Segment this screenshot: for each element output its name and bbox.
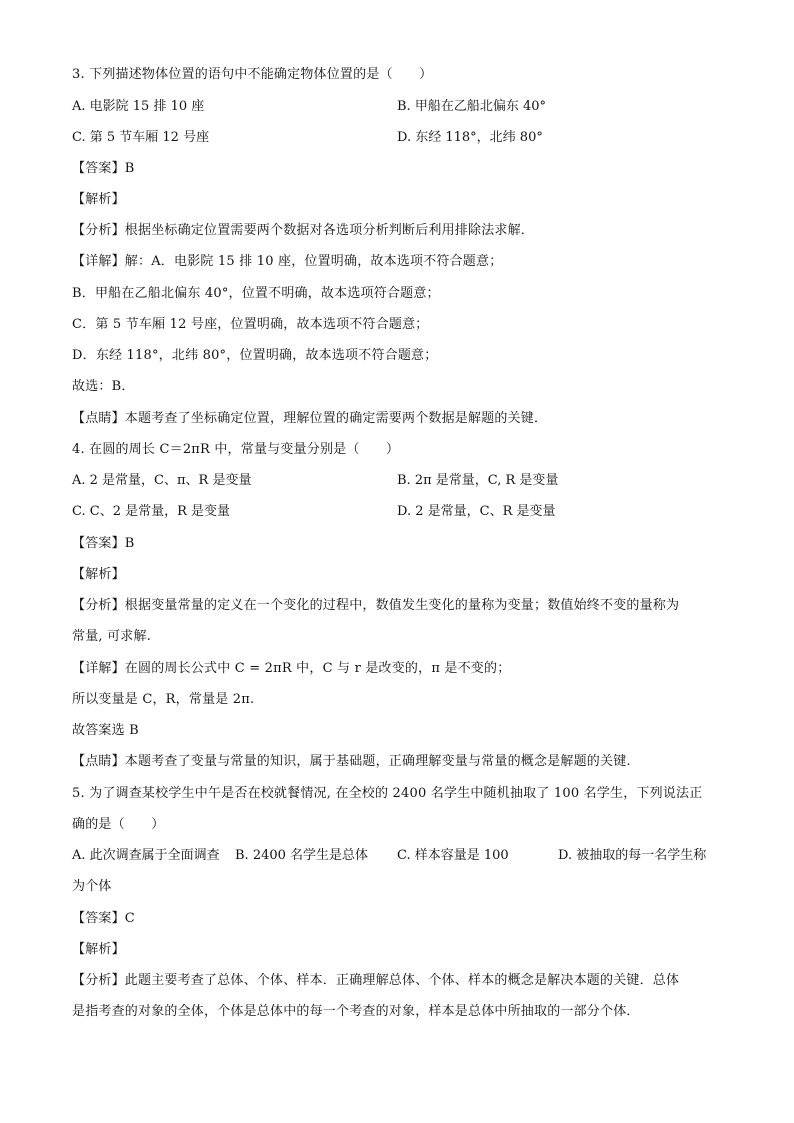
q4-option-c: C. C、2 是常量，R 是变量 — [72, 504, 231, 519]
q5-option-c: C. 样本容量是 100 — [397, 848, 509, 863]
q3-option-c: C. 第 5 节车厢 12 号座 — [72, 130, 210, 145]
q3-detail-line: 故选：B． — [72, 379, 135, 394]
q4-answer: 【答案】B — [72, 536, 135, 551]
q3-option-a: A. 电影院 15 排 10 座 — [72, 99, 205, 114]
q3-detail-line: B．甲船在乙船北偏东 40°，位置不明确，故本选项符合题意； — [72, 286, 440, 301]
q4-detail-line: 所以变量是 C，R，常量是 2π. — [72, 692, 255, 707]
q4-option-a: A. 2 是常量，C、π、R 是变量 — [72, 473, 252, 488]
q4-analysis-heading: 【解析】 — [72, 567, 125, 582]
q5-analysis-line: 是指考查的对象的全体，个体是总体中的每一个考查的对象，样本是总体中所抽取的一部分个体． — [72, 1004, 640, 1019]
q3-answer: 【答案】B — [72, 161, 135, 176]
q5-option-d-continuation: 为个体 — [72, 879, 112, 894]
q4-analysis-line: 常量, 可求解. — [72, 629, 151, 644]
q4-analysis-line: 【分析】根据变量常量的定义在一个变化的过程中，数值发生变化的量称为变量；数值始终不变的量称为 — [72, 598, 680, 613]
q4-comment: 【点睛】本题考查了变量与常量的知识，属于基础题，正确理解变量与常量的概念是解题的关键. — [72, 754, 631, 769]
q3-option-b: B. 甲船在乙船北偏东 40° — [397, 99, 546, 114]
q3-detail-line: C．第 5 节车厢 12 号座，位置明确，故本选项不符合题意； — [72, 317, 429, 332]
q4-option-b: B. 2π 是常量，C, R 是变量 — [397, 473, 559, 488]
q3-detail-line: D．东经 118°，北纬 80°，位置明确，故本选项不符合题意； — [72, 348, 438, 363]
q5-option-d: D. 被抽取的每一名学生称 — [558, 848, 707, 863]
q5-analysis-line: 【分析】此题主要考查了总体、个体、样本．正确理解总体、个体、样本的概念是解决本题的关键．总体 — [72, 973, 680, 988]
q5-analysis-heading: 【解析】 — [72, 942, 125, 957]
q5-option-a: A. 此次调查属于全面调查 — [72, 848, 220, 863]
q4-stem: 4. 在圆的周长 C＝2πR 中，常量与变量分别是（ ） — [72, 442, 400, 457]
q3-comment: 【点睛】本题考查了坐标确定位置，理解位置的确定需要两个数据是解题的关键． — [72, 411, 548, 426]
q3-analysis-heading: 【解析】 — [72, 192, 125, 207]
q3-analysis: 【分析】根据坐标确定位置需要两个数据对各选项分析判断后利用排除法求解． — [72, 223, 535, 238]
q4-option-d: D. 2 是常量，C、R 是变量 — [397, 504, 556, 519]
q5-answer: 【答案】C — [72, 911, 135, 926]
q4-detail-line: 【详解】在圆的周长公式中 C = 2πR 中，C 与 r 是改变的，π 是不变的； — [72, 661, 511, 676]
q4-detail-line: 故答案选 B — [72, 723, 139, 738]
q5-option-b: B. 2400 名学生是总体 — [235, 848, 369, 863]
q3-stem: 3. 下列描述物体位置的语句中不能确定物体位置的是（ ） — [72, 67, 433, 82]
q5-stem-line: 5. 为了调查某校学生中午是否在校就餐情况, 在全校的 2400 名学生中随机抽取了 100 名学生，下列说法正 — [72, 786, 703, 801]
q3-detail-line: 【详解】解：A．电影院 15 排 10 座，位置明确，故本选项不符合题意； — [72, 254, 503, 269]
q5-stem-line: 确的是（ ） — [72, 817, 165, 832]
q3-option-d: D. 东经 118°，北纬 80° — [397, 130, 543, 145]
